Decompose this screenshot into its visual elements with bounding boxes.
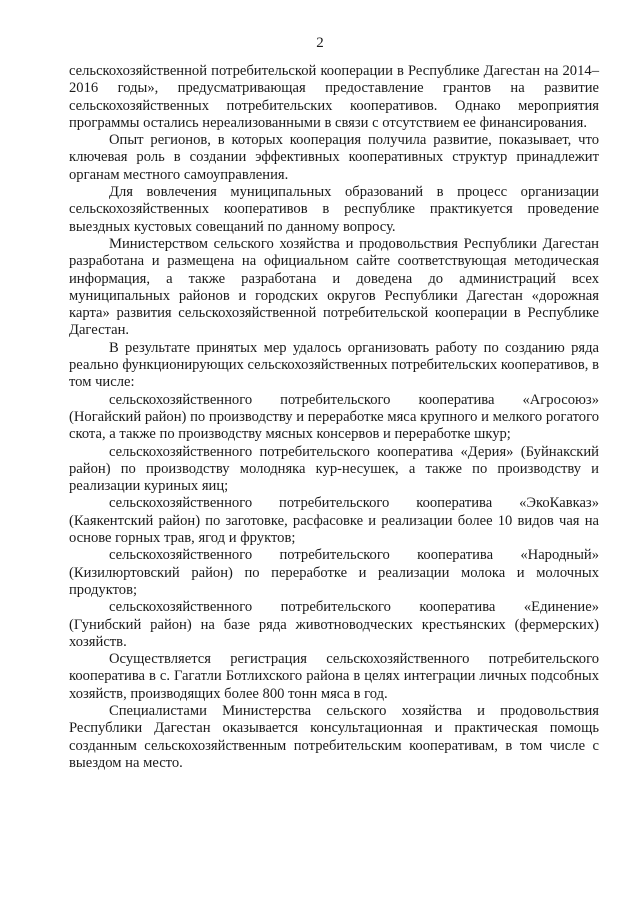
list-item-edinenie: сельскохозяйственного потребительского кооператива «Единение» (Гунибский район) на базе ряда животноводческих крестьянских (фермерских) хозяйств. <box>69 599 599 650</box>
list-item-narodny: сельскохозяйственного потребительского кооператива «Народный» (Кизилюртовский район) по переработке и реализации молока и молочных продуктов; <box>69 547 599 598</box>
paragraph-gagatli-registration: Осуществляется регистрация сельскохозяйственного потребительского кооператива в с. Гагатли Ботлихского района в целях интеграции личных подсобных хозяйств, производящих более 800 тонн мяса в год. <box>69 651 599 702</box>
paragraph-program-continuation: сельскохозяйственной потребительской кооперации в Республике Дагестан на 2014–2016 годы», предусматривающая предоставление грантов на развитие сельскохозяйственных потребительских кооперативов. Однако мероприятия программы остались нереализованными в связи с отсутствием ее финансирования. <box>69 63 599 131</box>
paragraph-results-intro: В результате принятых мер удалось организовать работу по созданию ряда реально функционирующих сельскохозяйственных потребительских кооперативов, в том числе: <box>69 339 599 391</box>
page-number: 2 <box>316 35 324 51</box>
list-item-agrosoyuz: сельскохозяйственного потребительского кооператива «Агросоюз» (Ногайский район) по производству и переработке мяса крупного и мелкого рогатого скота, а также по производству мясных консервов и переработке шкур; <box>69 391 599 443</box>
document-body <box>69 63 599 772</box>
list-item-deriya: сельскохозяйственного потребительского кооператива «Дерия» (Буйнакский район) по производству молодняка кур-несушек, а также по производству и реализации куриных яиц; <box>69 443 599 495</box>
paragraph-ministry-roadmap: Министерством сельского хозяйства и продовольствия Республики Дагестан разработана и размещена на официальном сайте соответствующая методическая информация, а также разработана и доведена до администраций всех муниципальных районов и городских округов Республики Дагестан «дорожная карта» развития сельскохозяйственной потребительской кооперации в Республике Дагестан. <box>69 235 599 339</box>
paragraph-municipal-involvement: Для вовлечения муниципальных образований в процесс организации сельскохозяйственных кооперативов в республике практикуется проведение выездных кустовых совещаний по данному вопросу. <box>69 184 599 235</box>
list-item-ekokavkaz: сельскохозяйственного потребительского кооператива «ЭкоКавказ» (Каякентский район) по заготовке, расфасовке и реализации более 10 видов чая на основе горных трав, ягод и фруктов; <box>69 495 599 547</box>
paragraph-ministry-assistance: Специалистами Министерства сельского хозяйства и продовольствия Республики Дагестан оказывается консультационная и практическая помощь созданным сельскохозяйственным потребительским кооперативам, в том числе с выездом на место. <box>69 702 599 771</box>
paragraph-regions-experience: Опыт регионов, в которых кооперация получила развитие, показывает, что ключевая роль в создании эффективных кооперативных структур принадлежит органам местного самоуправления. <box>69 132 599 183</box>
